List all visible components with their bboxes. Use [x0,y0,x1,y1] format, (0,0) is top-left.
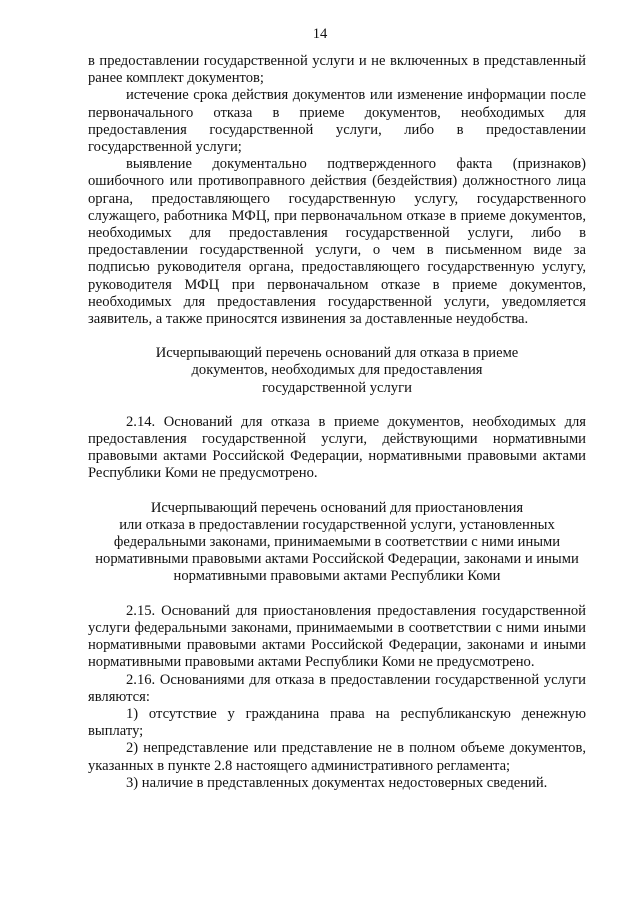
section-heading-suspension-refusal [88,500,586,586]
heading-line: нормативными правовыми актами Республики Коми [173,568,501,585]
paragraph-2-14: 2.14. Оснований для отказа в приеме документов, необходимых для предоставления государственной услуги, действующими нормативными правовыми актами Российской Федерации, нормативными правовыми актами Республики Коми не предусмотрено. [88,413,586,482]
page-number: 14 [312,26,328,42]
heading-line: государственной услуги [262,379,412,396]
paragraph-document-expiry: истечение срока действия документов или изменение информации после первоначального отказа в приеме документов, необходимых для предоставления государственной услуги, либо в предоставлении государственной услуги; [88,87,586,156]
list-item-1: 1) отсутствие у гражданина права на республиканскую денежную выплату; [88,705,586,740]
heading-line: нормативными правовыми актами Российской Федерации, законами и иными [95,551,579,568]
section-heading-refusal-acceptance [88,345,586,397]
list-item-2: 2) непредставление или представление не в полном объеме документов, указанных в пункте 2.8 настоящего административного регламента; [88,740,586,774]
list-item-3: 3) наличие в представленных документах недостоверных сведений. [126,774,548,791]
paragraph-2-16: 2.16. Основаниями для отказа в предоставлении государственной услуги являются: [88,671,586,705]
heading-line: или отказа в предоставлении государственной услуги, установленных [119,516,555,533]
heading-line: федеральными законами, принимаемыми в соответствии с ними иными [113,534,561,551]
document-body [88,53,586,792]
paragraph-continuation: в предоставлении государственной услуги и не включенных в представленный ранее комплект документов; [88,53,586,87]
paragraph-error-detection: выявление документально подтвержденного факта (признаков) ошибочного или противоправного действия (бездействия) должностного лица органа, предоставляющего государственную услугу, государственного служащего, работника МФЦ, при первоначальном отказе в приеме документов, необходимых для предоставления государственной услуги, либо в предоставлении государственной услуги, о чем в письменном виде за подписью руководителя органа, предоставляющего государственную услугу, руководителя МФЦ при первоначальном отказе в приеме документов, необходимых для предоставления государственной услуги, уведомляется заявитель, а также приносятся извинения за доставленные неудобства. [88,156,586,328]
paragraph-2-15: 2.15. Оснований для приостановления предоставления государственной услуги федеральными законами, принимаемыми в соответствии с ними иными нормативными правовыми актами Российской Федерации, законами и иными нормативными правовыми актами Республики Коми не предусмотрено. [88,602,586,671]
heading-line: документов, необходимых для предоставления [191,362,483,379]
heading-line: Исчерпывающий перечень оснований для приостановления [150,499,524,516]
heading-line: Исчерпывающий перечень оснований для отказа в приеме [155,345,519,362]
